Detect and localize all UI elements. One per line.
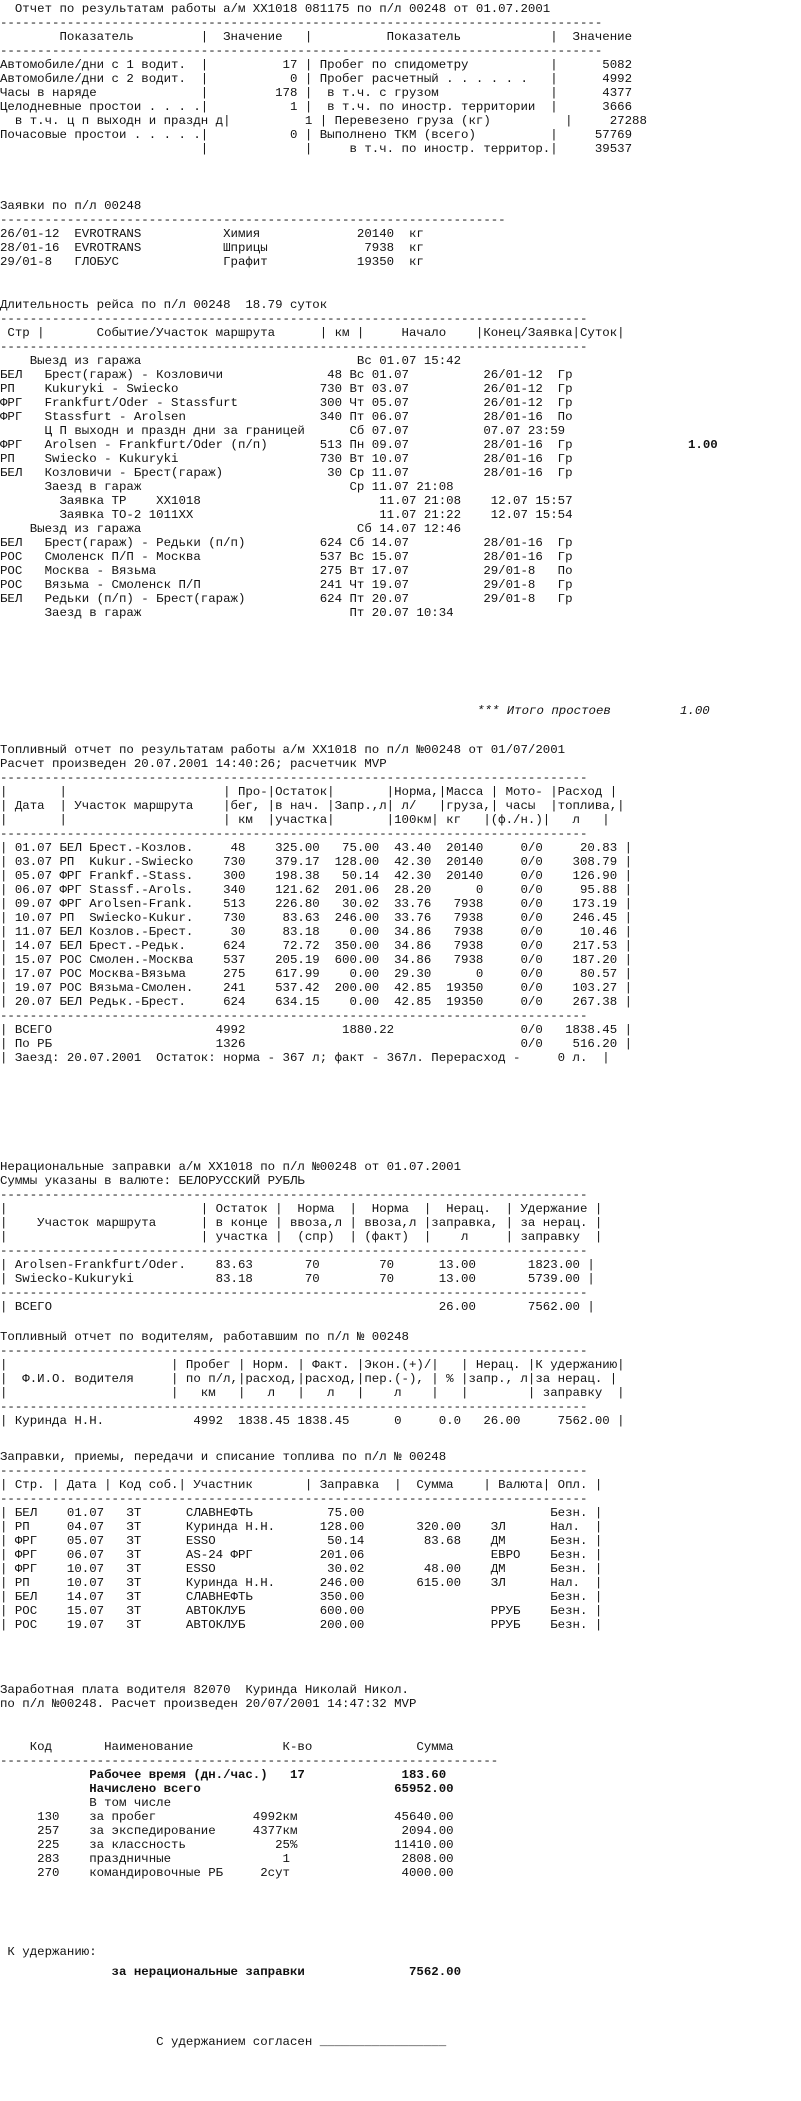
refuel-section-line: Заправки, приемы, передачи и списание топлива по п/л № 00248 (0, 1450, 447, 1464)
salary-table-line: Код Наименование К-во Сумма (0, 1740, 454, 1754)
salary-table-line: 283 праздничные 1 2808.00 (0, 1852, 454, 1866)
refuel-section-line: | Стр. | Дата | Код соб.| Участник | Заправка | Сумма | Валюта| Опл. | (0, 1478, 603, 1492)
salary-table-line: В том числе (0, 1796, 172, 1810)
driver-fuel-section-line: ------------------------------------------------------------------------------- (0, 1344, 588, 1358)
trip-duration-section-line: РОС Вязьма - Смоленск П/П 241 Чт 19.07 29/01-8 Гр (0, 578, 573, 592)
fuel-report-section-line: | 14.07 БЕЛ Брест.-Редьк. 624 72.72 350.00 34.86 7938 0/0 217.53 | (0, 939, 633, 953)
trip-duration-section-line: БЕЛ Козловичи - Брест(гараж) 30 Ср 11.07 28/01-16 Гр (0, 466, 573, 480)
fuel-report-section (0, 743, 632, 1065)
irrational-refuel-section-line: | Участок маршрута | в конце | ввоза,л | ввоза,л |заправка, | за нерац. | (0, 1216, 603, 1230)
fuel-report-section-line: | 11.07 БЕЛ Козлов.-Брест. 30 83.18 0.00 34.86 7938 0/0 10.46 | (0, 925, 633, 939)
vehicle-report-section-line: Автомобиле/дни с 1 водит. | 17 | Пробег по спидометру | 5082 (0, 58, 633, 72)
fuel-report-section-line: | | | км |участка| |100км| кг |(ф./н.)| л | (0, 813, 610, 827)
driver-fuel-section-line: ------------------------------------------------------------------------------- (0, 1400, 588, 1414)
fuel-report-section-line: | ВСЕГО 4992 1880.22 0/0 1838.45 | (0, 1023, 633, 1037)
trip-duration-section-line: Ц П выходн и праздн дни за границей Сб 07.07 07.07 23:59 (0, 424, 566, 438)
fuel-report-section-line: | 20.07 БЕЛ Редьк.-Брест. 624 634.15 0.00 42.85 19350 0/0 267.38 | (0, 995, 633, 1009)
requests-section (0, 199, 506, 269)
irrational-refuel-section-line: | Arolsen-Frankfurt/Oder. 83.63 70 70 13.00 1823.00 | (0, 1258, 595, 1272)
driver-fuel-section-line: | | Пробег | Норм. | Факт. |Экон.(+)/| | Нерац. |К удержанию| (0, 1358, 625, 1372)
fuel-report-section-line: Топливный отчет по результатам работы а/м ХХ1018 по п/л №00248 от 01/07/2001 (0, 743, 566, 757)
requests-section-line: -------------------------------------------------------------------- (0, 213, 506, 227)
fuel-report-section-line: | | | Про-|Остаток| |Норма,|Масса | Мото- |Расход | (0, 785, 618, 799)
driver-fuel-section-line: | Ф.И.О. водителя | по п/л,|расход,|расход,|пер.(-), | % |запр., л|за нерац. | (0, 1372, 618, 1386)
trip-duration-section-line: ФРГ Stassfurt - Arolsen 340 Пт 06.07 28/01-16 По (0, 410, 573, 424)
vehicle-report-section-line: Отчет по результатам работы а/м ХХ1018 081175 по п/л 00248 от 01.07.2001 (0, 2, 551, 16)
trip-duration-section-line: Выезд из гаража Сб 14.07 12:46 (0, 522, 462, 536)
trip-duration-section-line: РП Kukuryki - Swiecko 730 Вт 03.07 26/01-12 Гр (0, 382, 573, 396)
refuel-section-line: ------------------------------------------------------------------------------- (0, 1464, 588, 1478)
driver-fuel-section-line: | | км | л | л | л | | | заправку | (0, 1386, 625, 1400)
vehicle-report-section-line: Целодневные простои . . . .| 1 | в т.ч. по иностр. территории | 3666 (0, 100, 633, 114)
trip-duration-section-line: Длительность рейса по п/л 00248 18.79 суток (0, 298, 328, 312)
refuel-section-line: ------------------------------------------------------------------------------- (0, 1492, 588, 1506)
trip-duration-section-line: Заявка ТО-2 1011ХХ 11.07 21:22 12.07 15:54 (0, 508, 573, 522)
salary-table (0, 1740, 498, 1880)
irrational-refuel-section-line: ------------------------------------------------------------------------------- (0, 1244, 588, 1258)
trip-idle-days-value: 1.00 (688, 438, 718, 452)
trip-duration-section-line: БЕЛ Брест(гараж) - Редьки (п/п) 624 Сб 14.07 28/01-16 Гр (0, 536, 573, 550)
vehicle-report-section-line: --------------------------------------------------------------------------------- (0, 44, 603, 58)
trip-duration-section-line: РОС Смоленск П/П - Москва 537 Вс 15.07 28/01-16 Гр (0, 550, 573, 564)
irrational-refuel-section-line: ------------------------------------------------------------------------------- (0, 1188, 588, 1202)
irrational-refuel-section (0, 1160, 602, 1314)
refuel-section-line: | ФРГ 06.07 ЗТ AS-24 ФРГ 201.06 ЕВРО Безн. | (0, 1548, 603, 1562)
fuel-report-section-line: | Дата | Участок маршрута |бег, |в нач. |Запр.,л| л/ |груза,| часы |топлива,| (0, 799, 625, 813)
refuel-section-line: | РП 04.07 ЗТ Куринда Н.Н. 128.00 320.00 ЗЛ Нал. | (0, 1520, 603, 1534)
vehicle-report-section-line: | | в т.ч. по иностр. территор.| 39537 (0, 142, 633, 156)
driver-fuel-section-line: Топливный отчет по водителям, работавшим по п/л № 00248 (0, 1330, 409, 1344)
vehicle-report-section-line: Автомобиле/дни с 2 водит. | 0 | Пробег расчетный . . . . . . | 4992 (0, 72, 633, 86)
trip-duration-section-line: БЕЛ Редьки (п/п) - Брест(гараж) 624 Пт 20.07 29/01-8 Гр (0, 592, 573, 606)
salary-header-line: Заработная плата водителя 82070 Куринда Николай Никол. (0, 1683, 409, 1697)
irrational-refuel-section-line: Суммы указаны в валюте: БЕЛОРУССКИЙ РУБЛЬ (0, 1174, 305, 1188)
refuel-section-line: | ФРГ 05.07 ЗТ ESSO 50.14 83.68 ДМ Безн. | (0, 1534, 603, 1548)
refuel-section-line: | РОС 15.07 ЗТ АВТОКЛУБ 600.00 РРУБ Безн. | (0, 1604, 603, 1618)
refuel-section (0, 1450, 602, 1632)
driver-fuel-section (0, 1330, 625, 1428)
irrational-refuel-section-line: | ВСЕГО 26.00 7562.00 | (0, 1300, 595, 1314)
fuel-report-section-line: | 09.07 ФРГ Arolsen-Frank. 513 226.80 30.02 33.76 7938 0/0 173.19 | (0, 897, 633, 911)
trip-duration-section-line: ФРГ Frankfurt/Oder - Stassfurt 300 Чт 05.07 26/01-12 Гр (0, 396, 573, 410)
fuel-report-section-line: | Заезд: 20.07.2001 Остаток: норма - 367 л; факт - 367л. Перерасход - 0 л. | (0, 1051, 610, 1065)
fuel-report-section-line: | 06.07 ФРГ Stassf.-Arols. 340 121.62 201.06 28.20 0 0/0 95.88 | (0, 883, 633, 897)
salary-table-line: Начислено всего 65952.00 (0, 1782, 454, 1796)
fuel-report-section-line: Расчет произведен 20.07.2001 14:40:26; расчетчик MVP (0, 757, 387, 771)
salary-table-line: ------------------------------------------------------------------- (0, 1754, 499, 1768)
fuel-report-section-line: | 17.07 РОС Москва-Вязьма 275 617.99 0.00 29.30 0 0/0 80.57 | (0, 967, 633, 981)
trip-duration-section-line: РП Swiecko - Kukuryki 730 Вт 10.07 28/01-16 Гр (0, 452, 573, 466)
salary-table-line: 225 за классность 25% 11410.00 (0, 1838, 454, 1852)
refuel-section-line: | РОС 19.07 ЗТ АВТОКЛУБ 200.00 РРУБ Безн. | (0, 1618, 603, 1632)
fuel-report-section-line: ------------------------------------------------------------------------------- (0, 1009, 588, 1023)
fuel-report-section-line: | 01.07 БЕЛ Брест.-Козлов. 48 325.00 75.00 43.40 20140 0/0 20.83 | (0, 841, 633, 855)
trip-duration-section-line: ------------------------------------------------------------------------------- (0, 312, 588, 326)
requests-section-line: Заявки по п/л 00248 (0, 199, 142, 213)
salary-header (0, 1683, 416, 1711)
salary-table-line: 130 за пробег 4992км 45640.00 (0, 1810, 454, 1824)
vehicle-report-section-line: Часы в наряде | 178 | в т.ч. с грузом | 4377 (0, 86, 633, 100)
trip-duration-section-line: ------------------------------------------------------------------------------- (0, 340, 588, 354)
fuel-report-section-line: ------------------------------------------------------------------------------- (0, 827, 588, 841)
vehicle-report-section-line: Показатель | Значение | Показатель | Значение (0, 30, 633, 44)
requests-section-line: 26/01-12 EVROTRANS Химия 20140 кг (0, 227, 424, 241)
vehicle-report-section-line: в т.ч. ц п выходн и праздн д| 1 | Перевезено груза (кг) | 27288 (0, 114, 647, 128)
vehicle-report-section (0, 2, 647, 156)
trip-duration-section-line: Заезд в гараж Ср 11.07 21:08 (0, 480, 454, 494)
trip-duration-section-line: Стр | Событие/Участок маршрута | км | Начало |Конец/Заявка|Суток| (0, 326, 625, 340)
fuel-report-section-line: | 19.07 РОС Вязьма-Смолен. 241 537.42 200.00 42.85 19350 0/0 103.27 | (0, 981, 633, 995)
fuel-report-section-line: | 05.07 ФРГ Frankf.-Stass. 300 198.38 50.14 42.30 20140 0/0 126.90 | (0, 869, 633, 883)
trip-duration-section-line: РОС Москва - Вязьма 275 Вт 17.07 29/01-8 По (0, 564, 573, 578)
requests-section-line: 29/01-8 ГЛОБУС Графит 19350 кг (0, 255, 424, 269)
refuel-section-line: | БЕЛ 01.07 ЗТ СЛАВНЕФТЬ 75.00 Безн. | (0, 1506, 603, 1520)
trip-duration-section-line: Заявка ТР ХХ1018 11.07 21:08 12.07 15:57 (0, 494, 573, 508)
refuel-section-line: | ФРГ 10.07 ЗТ ESSO 30.02 48.00 ДМ Безн. | (0, 1562, 603, 1576)
requests-section-line: 28/01-16 EVROTRANS Шприцы 7938 кг (0, 241, 424, 255)
irrational-refuel-section-line: | | участка | (спр) | (факт) | л | заправку | (0, 1230, 603, 1244)
driver-fuel-section-line: | Куринда Н.Н. 4992 1838.45 1838.45 0 0.0 26.00 7562.00 | (0, 1414, 625, 1428)
salary-header-line: по п/л №00248. Расчет произведен 20/07/2001 14:47:32 MVP (0, 1697, 417, 1711)
irrational-refuel-section-line: | | Остаток | Норма | Норма | Нерац. | Удержание | (0, 1202, 603, 1216)
salary-table-line: Рабочее время (дн./час.) 17 183.60 (0, 1768, 447, 1782)
deduction-line: за нерациональные заправки 7562.00 (0, 1965, 462, 1979)
trip-duration-section-line: Заезд в гараж Пт 20.07 10:34 (0, 606, 454, 620)
deduction-label: К удержанию: (0, 1945, 97, 1959)
fuel-report-section-line: | 15.07 РОС Смолен.-Москва 537 205.19 600.00 34.86 7938 0/0 187.20 | (0, 953, 633, 967)
refuel-section-line: | РП 10.07 ЗТ Куринда Н.Н. 246.00 615.00 ЗЛ Нал. | (0, 1576, 603, 1590)
salary-table-line: 257 за экспедирование 4377км 2094.00 (0, 1824, 454, 1838)
irrational-refuel-section-line: Нерациональные заправки а/м ХХ1018 по п/л №00248 от 01.07.2001 (0, 1160, 462, 1174)
irrational-refuel-section-line: | Swiecko-Kukuryki 83.18 70 70 13.00 5739.00 | (0, 1272, 595, 1286)
trip-total-idle-label: *** Итого простоев (477, 704, 611, 718)
trip-total-idle-value: 1.00 (680, 704, 710, 718)
consent-signature-line: С удержанием согласен _________________ (0, 2035, 447, 2049)
refuel-section-line: | БЕЛ 14.07 ЗТ СЛАВНЕФТЬ 350.00 Безн. | (0, 1590, 603, 1604)
vehicle-report-section-line: Почасовые простои . . . . .| 0 | Выполнено ТКМ (всего) | 57769 (0, 128, 633, 142)
fuel-report-section-line: ------------------------------------------------------------------------------- (0, 771, 588, 785)
irrational-refuel-section-line: ------------------------------------------------------------------------------- (0, 1286, 588, 1300)
vehicle-report-section-line: --------------------------------------------------------------------------------- (0, 16, 603, 30)
trip-duration-section (0, 298, 625, 620)
fuel-report-section-line: | 03.07 РП Kukur.-Swiecko 730 379.17 128.00 42.30 20140 0/0 308.79 | (0, 855, 633, 869)
fuel-report-section-line: | По РБ 1326 0/0 516.20 | (0, 1037, 633, 1051)
salary-table-line: 270 командировочные РБ 2сут 4000.00 (0, 1866, 454, 1880)
trip-duration-section-line: Выезд из гаража Вс 01.07 15:42 (0, 354, 462, 368)
fuel-report-section-line: | 10.07 РП Swiecko-Kukur. 730 83.63 246.00 33.76 7938 0/0 246.45 | (0, 911, 633, 925)
trip-duration-section-line: ФРГ Arolsen - Frankfurt/Oder (п/п) 513 Пн 09.07 28/01-16 Гр (0, 438, 573, 452)
trip-duration-section-line: БЕЛ Брест(гараж) - Козловичи 48 Вс 01.07 26/01-12 Гр (0, 368, 573, 382)
